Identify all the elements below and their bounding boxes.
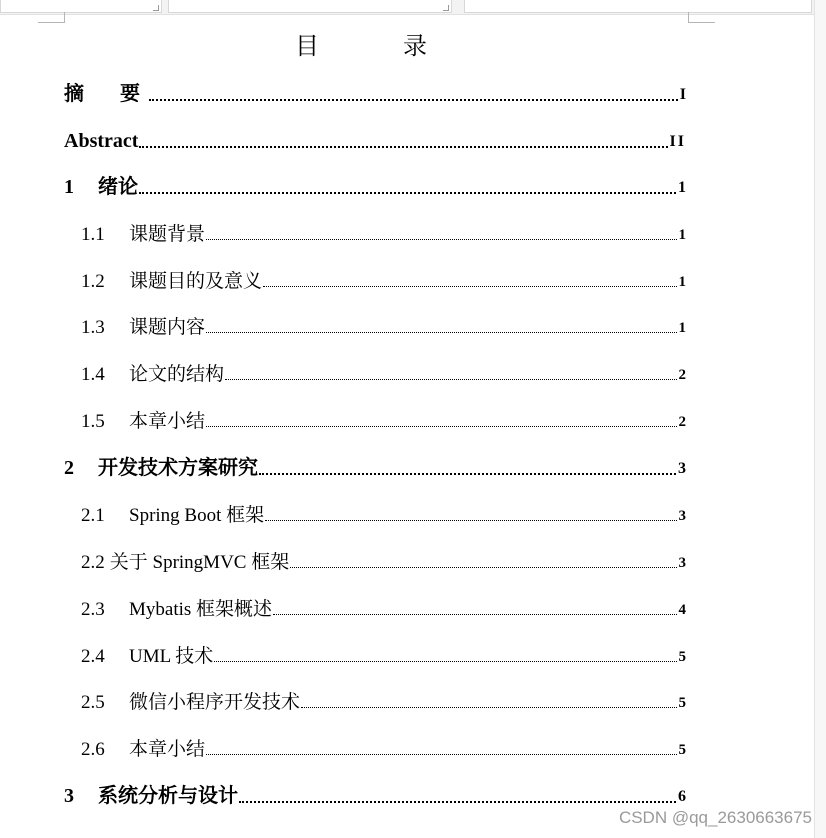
toc-entry-number: 3 [64, 785, 74, 807]
toc-entry-text: 课题内容 [129, 317, 206, 338]
toc-page-number: 6 [678, 788, 686, 805]
toc-page-number: I [679, 86, 686, 103]
toc-leader [139, 190, 676, 194]
toc-entry-label [81, 359, 224, 386]
toc-entry-label [64, 170, 138, 199]
page-corner-mark [38, 12, 65, 23]
toc-entry[interactable] [81, 265, 686, 293]
toc-entry-label [81, 687, 300, 714]
toolbar-corner-mark [443, 5, 449, 11]
toc-entry-label [81, 312, 205, 339]
toc-entry-label [81, 219, 205, 246]
toc-entry[interactable] [81, 733, 686, 761]
toc-leader [301, 706, 676, 708]
toc-entry-text: 课题目的及意义 [129, 271, 263, 292]
toc-page-number: 1 [678, 179, 686, 196]
toc-entry-text: Abstract [64, 130, 139, 152]
watermark: CSDN @qq_2630663675 [618, 808, 812, 827]
toolbar-corner-mark [153, 5, 159, 11]
toc-leader [139, 144, 667, 148]
toc-leader [290, 566, 676, 568]
toc-leader [263, 285, 676, 287]
toc-page-number: 5 [678, 695, 686, 711]
toc-page-number: 5 [678, 649, 686, 665]
toolbar-segment [168, 0, 452, 13]
toc-page-number: 1 [678, 274, 686, 290]
toc-entry-text: 微信小程序开发技术 [129, 692, 301, 713]
toc-title: 目 录 [295, 32, 457, 60]
toc-entry[interactable] [64, 171, 686, 199]
toc-entry-number: 2.5 [81, 692, 105, 713]
toc-page-number: II [669, 133, 686, 150]
toc-entry-number: 2.6 [81, 739, 105, 760]
toc-entry[interactable] [81, 640, 686, 668]
toolbar-segment [464, 0, 812, 13]
toc-entry[interactable] [64, 78, 686, 106]
toc-entry-label [81, 734, 205, 761]
toc-leader [206, 238, 676, 240]
toc-entry[interactable] [81, 499, 686, 527]
toc-entry-text: 摘 要 [64, 83, 148, 105]
toc-leader [149, 97, 678, 101]
toc-entry-label [81, 641, 213, 668]
toc-entry-number: 2.4 [81, 646, 105, 667]
toc-entry[interactable] [81, 218, 686, 246]
toc-entry-number: 2.1 [81, 505, 105, 526]
toc-entry-number: 1.4 [81, 364, 105, 385]
toc-leader [214, 660, 676, 662]
toc-entry-number: 1.2 [81, 271, 105, 292]
toc-entry[interactable] [64, 780, 686, 808]
toc-entry-label [81, 406, 205, 433]
toc-leader [239, 799, 676, 803]
toc-entry-number: 2.3 [81, 599, 105, 620]
toc-entry[interactable] [64, 452, 686, 480]
toc-leader [273, 613, 676, 615]
toc-entry-label [81, 266, 262, 293]
toc-leader [259, 471, 676, 475]
toc-entry[interactable] [81, 311, 686, 339]
toc-entry-text: 本章小结 [129, 739, 206, 760]
toc-entry-label [64, 130, 138, 153]
toc-entry-label [64, 779, 238, 808]
toc-page-number: 4 [678, 602, 686, 618]
toc-entry-number: 1.3 [81, 317, 105, 338]
toc-entry[interactable] [81, 358, 686, 386]
toc-page-number: 1 [678, 320, 686, 336]
toc-entry-number: 2.2 [81, 552, 105, 573]
toc-entry[interactable] [81, 593, 686, 621]
toc-page-number: 5 [678, 742, 686, 758]
toc-leader [206, 425, 676, 427]
toc-entry-text: Mybatis 框架概述 [129, 599, 273, 620]
toc-entry-text: 开发技术方案研究 [98, 457, 258, 479]
toc-page-number: 3 [678, 508, 686, 524]
toc-entry-label [81, 500, 264, 527]
toc-leader [265, 519, 676, 521]
toc-leader [206, 331, 676, 333]
page-corner-mark [688, 12, 715, 23]
toolbar-segment [0, 0, 162, 13]
toc-entry[interactable] [81, 405, 686, 433]
toc-entry-text: 绪论 [98, 176, 138, 198]
toc-page-number: 1 [678, 227, 686, 243]
toc-entry-text: 课题背景 [129, 224, 206, 245]
toc-page-number: 2 [678, 414, 686, 430]
toc-page-number: 2 [678, 367, 686, 383]
toc-entry-number: 2 [64, 457, 74, 479]
toc-entry[interactable] [81, 546, 686, 574]
toc-leader [206, 753, 676, 755]
toc-entry-text: Spring Boot 框架 [129, 505, 265, 526]
toc-entry-number: 1.1 [81, 224, 105, 245]
toc-entry-text: 本章小结 [129, 411, 206, 432]
toc-entry[interactable] [64, 125, 686, 153]
toc-entry[interactable] [81, 686, 686, 714]
toc-entry-number: 1 [64, 176, 74, 198]
toc-entry-label [64, 77, 148, 106]
toc-entry-label [81, 594, 272, 621]
toc-leader [225, 378, 676, 380]
toc-page-number: 3 [678, 555, 686, 571]
toc-entry-text: 关于 SpringMVC 框架 [109, 552, 290, 573]
toc-entry-label [81, 547, 289, 574]
toc-entry-number: 1.5 [81, 411, 105, 432]
page-edge [814, 0, 826, 838]
toc-entry-label [64, 451, 258, 480]
toc-page-number: 3 [678, 460, 686, 477]
toc-entry-text: 系统分析与设计 [98, 785, 238, 807]
toc-entry-text: 论文的结构 [129, 364, 225, 385]
toc-entry-text: UML 技术 [129, 646, 214, 667]
